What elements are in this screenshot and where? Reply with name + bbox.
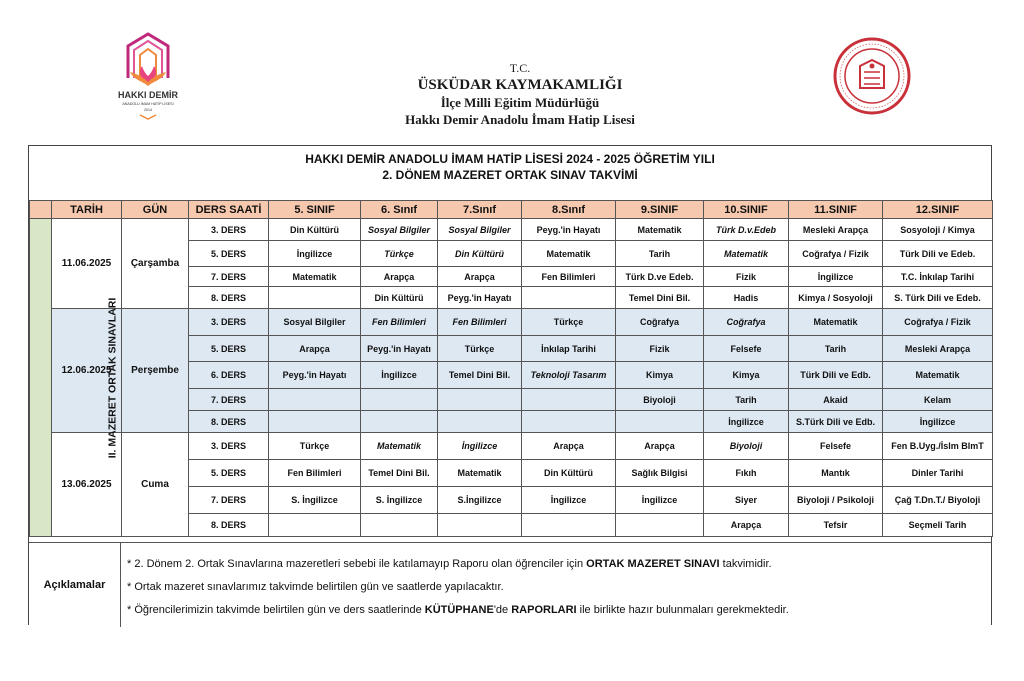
subject-cell: Türk Dili ve Edeb. (883, 241, 993, 267)
subject-cell: Felsefe (789, 433, 883, 460)
subject-cell: Fen Bilimleri (361, 309, 438, 336)
subject-cell (522, 287, 616, 309)
subject-cell: Sağlık Bilgisi (616, 460, 704, 487)
side-label: II. MAZERET ORTAK SINAVLARI (30, 219, 52, 537)
subject-cell: Türkçe (361, 241, 438, 267)
subject-cell (361, 411, 438, 433)
table-row (30, 219, 993, 241)
subject-cell (269, 514, 361, 537)
col-header-grade-9: 9.SINIF (616, 201, 704, 219)
period-cell: 7. DERS (189, 267, 269, 287)
subject-cell: Türkçe (269, 433, 361, 460)
subject-cell (616, 514, 704, 537)
subject-cell: Tefsir (789, 514, 883, 537)
document-header (300, 60, 740, 128)
subject-cell: Mesleki Arapça (883, 336, 993, 362)
period-cell: 5. DERS (189, 241, 269, 267)
schedule-frame (28, 145, 992, 625)
subject-cell: Biyoloji (704, 433, 789, 460)
header-line-2: ÜSKÜDAR KAYMAKAMLIĞI (417, 77, 623, 93)
ministry-seal-icon (832, 36, 912, 116)
subject-cell: İngilizce (361, 362, 438, 389)
header-row (30, 201, 993, 219)
subject-cell (522, 411, 616, 433)
col-header-grade-7: 7.Sınıf (438, 201, 522, 219)
header-line-4: Hakkı Demir Anadolu İmam Hatip Lisesi (405, 112, 635, 127)
period-cell: 8. DERS (189, 411, 269, 433)
col-header-grade-11: 11.SINIF (789, 201, 883, 219)
subject-cell: Coğrafya / Fizik (789, 241, 883, 267)
col-header-grade-5: 5. SINIF (269, 201, 361, 219)
logo-text: HAKKI DEMİR (118, 90, 178, 100)
period-cell: 8. DERS (189, 287, 269, 309)
date-cell: 12.06.2025 (52, 309, 122, 433)
subject-cell: Coğrafya (704, 309, 789, 336)
period-cell: 3. DERS (189, 433, 269, 460)
col-header-period: DERS SAATİ (189, 201, 269, 219)
subject-cell: İngilizce (438, 433, 522, 460)
subject-cell: Hadis (704, 287, 789, 309)
subject-cell: Fizik (704, 267, 789, 287)
notes-label: Açıklamalar (29, 543, 121, 627)
subject-cell: Temel Dini Bil. (438, 362, 522, 389)
period-cell: 3. DERS (189, 219, 269, 241)
subject-cell (269, 287, 361, 309)
logo-year: 2014 (144, 108, 152, 112)
subject-cell: Matematik (361, 433, 438, 460)
table-row (30, 309, 993, 336)
period-cell: 6. DERS (189, 362, 269, 389)
period-cell: 5. DERS (189, 460, 269, 487)
subject-cell: Matematik (269, 267, 361, 287)
period-cell: 8. DERS (189, 514, 269, 537)
subject-cell: Fizik (616, 336, 704, 362)
subject-cell: İnkılap Tarihi (522, 336, 616, 362)
col-header-grade-8: 8.Sınıf (522, 201, 616, 219)
subject-cell: İngilizce (269, 241, 361, 267)
subject-cell: S. Türk Dili ve Edeb. (883, 287, 993, 309)
subject-cell: İngilizce (522, 487, 616, 514)
note-1: * 2. Dönem 2. Ortak Sınavlarına mazeretleri sebebi ile katılamayıp Raporu olan öğrenciler için ORTAK MAZERET SINAVI takvimidir. (127, 558, 772, 570)
col-header-date: TARİH (52, 201, 122, 219)
subject-cell (269, 389, 361, 411)
subject-cell: Fen Bilimleri (438, 309, 522, 336)
period-cell: 5. DERS (189, 336, 269, 362)
title-line-1: HAKKI DEMİR ANADOLU İMAM HATİP LİSESİ 2024 - 2025 ÖĞRETİM YILI (305, 152, 715, 166)
date-cell: 13.06.2025 (52, 433, 122, 537)
header-line-1: T.C. (509, 61, 531, 75)
subject-cell: Sosyal Bilgiler (438, 219, 522, 241)
subject-cell: Çağ T.Dn.T./ Biyoloji (883, 487, 993, 514)
subject-cell: Fıkıh (704, 460, 789, 487)
subject-cell: Felsefe (704, 336, 789, 362)
subject-cell: İngilizce (704, 411, 789, 433)
subject-cell: Coğrafya (616, 309, 704, 336)
subject-cell: Kimya / Sosyoloji (789, 287, 883, 309)
subject-cell: Kelam (883, 389, 993, 411)
subject-cell: Temel Dini Bil. (616, 287, 704, 309)
subject-cell: Matematik (704, 241, 789, 267)
day-cell: Çarşamba (122, 219, 189, 309)
subject-cell: Siyer (704, 487, 789, 514)
subject-cell (438, 389, 522, 411)
subject-cell: Mantık (789, 460, 883, 487)
table-row (30, 433, 993, 460)
school-logo (110, 28, 186, 120)
subject-cell: Din Kültürü (269, 219, 361, 241)
day-cell: Perşembe (122, 309, 189, 433)
period-cell: 3. DERS (189, 309, 269, 336)
subject-cell: Arapça (361, 267, 438, 287)
col-header-grade-10: 10.SINIF (704, 201, 789, 219)
subject-cell: S. İngilizce (361, 487, 438, 514)
subject-cell: Türkçe (438, 336, 522, 362)
period-cell: 7. DERS (189, 389, 269, 411)
subject-cell: Türk D.v.Edeb (704, 219, 789, 241)
subject-cell: Mesleki Arapça (789, 219, 883, 241)
subject-cell: T.C. İnkılap Tarihi (883, 267, 993, 287)
note-2: * Ortak mazeret sınavlarımız takvimde belirtilen gün ve saatlerde yapılacaktır. (127, 581, 504, 593)
subject-cell: Akaid (789, 389, 883, 411)
subject-cell: Türk D.ve Edeb. (616, 267, 704, 287)
subject-cell: Arapça (616, 433, 704, 460)
subject-cell: Peyg.'in Hayatı (522, 219, 616, 241)
subject-cell: S.İngilizce (438, 487, 522, 514)
subject-cell: İngilizce (883, 411, 993, 433)
subject-cell: Matematik (883, 362, 993, 389)
corner-cell (30, 201, 52, 219)
subject-cell: Kimya (616, 362, 704, 389)
subject-cell: Arapça (438, 267, 522, 287)
date-cell: 11.06.2025 (52, 219, 122, 309)
subject-cell: Teknoloji Tasarım (522, 362, 616, 389)
subject-cell: Fen B.Uyg./İslm BlmT (883, 433, 993, 460)
subject-cell: Fen Bilimleri (522, 267, 616, 287)
subject-cell: Arapça (704, 514, 789, 537)
notes-section (29, 542, 992, 626)
subject-cell (438, 514, 522, 537)
note-3: * Öğrencilerimizin takvimde belirtilen gün ve ders saatlerinde KÜTÜPHANE'de RAPORLARI ile birlikte hazır bulunmaları gerekmektedir. (127, 604, 789, 616)
subject-cell: S.Türk Dili ve Edb. (789, 411, 883, 433)
subject-cell: Coğrafya / Fizik (883, 309, 993, 336)
subject-cell: Peyg.'in Hayatı (438, 287, 522, 309)
subject-cell (522, 389, 616, 411)
notes-lines (127, 553, 789, 622)
subject-cell: Tarih (616, 241, 704, 267)
subject-cell: Tarih (789, 336, 883, 362)
subject-cell: Temel Dini Bil. (361, 460, 438, 487)
subject-cell: Türk Dili ve Edb. (789, 362, 883, 389)
subject-cell: Biyoloji (616, 389, 704, 411)
col-header-grade-6: 6. Sınıf (361, 201, 438, 219)
subject-cell: Arapça (522, 433, 616, 460)
subject-cell: İngilizce (789, 267, 883, 287)
period-cell: 7. DERS (189, 487, 269, 514)
subject-cell: Tarih (704, 389, 789, 411)
subject-cell: Matematik (789, 309, 883, 336)
subject-cell: Matematik (522, 241, 616, 267)
schedule-title (29, 146, 991, 200)
subject-cell: Peyg.'in Hayatı (361, 336, 438, 362)
subject-cell (522, 514, 616, 537)
subject-cell: Seçmeli Tarih (883, 514, 993, 537)
subject-cell: Din Kültürü (522, 460, 616, 487)
subject-cell: Matematik (438, 460, 522, 487)
subject-cell: Fen Bilimleri (269, 460, 361, 487)
subject-cell (269, 411, 361, 433)
logo-subtext: ANADOLU İMAM HATİP LİSESİ (122, 102, 174, 106)
subject-cell: Din Kültürü (361, 287, 438, 309)
subject-cell: Sosyoloji / Kimya (883, 219, 993, 241)
subject-cell (438, 411, 522, 433)
title-line-2: 2. DÖNEM MAZERET ORTAK SINAV TAKVİMİ (382, 168, 638, 182)
subject-cell: Sosyal Bilgiler (269, 309, 361, 336)
day-cell: Cuma (122, 433, 189, 537)
subject-cell: Matematik (616, 219, 704, 241)
subject-cell: Arapça (269, 336, 361, 362)
subject-cell: Biyoloji / Psikoloji (789, 487, 883, 514)
subject-cell (616, 411, 704, 433)
subject-cell: S. İngilizce (269, 487, 361, 514)
subject-cell (361, 389, 438, 411)
subject-cell: Peyg.'in Hayatı (269, 362, 361, 389)
subject-cell: Din Kültürü (438, 241, 522, 267)
subject-cell: Sosyal Bilgiler (361, 219, 438, 241)
subject-cell: Dinler Tarihi (883, 460, 993, 487)
header-line-3: İlçe Milli Eğitim Müdürlüğü (440, 95, 600, 110)
exam-schedule-table (29, 200, 993, 537)
subject-cell (361, 514, 438, 537)
col-header-day: GÜN (122, 201, 189, 219)
subject-cell: İngilizce (616, 487, 704, 514)
subject-cell: Kimya (704, 362, 789, 389)
col-header-grade-12: 12.SINIF (883, 201, 993, 219)
subject-cell: Türkçe (522, 309, 616, 336)
